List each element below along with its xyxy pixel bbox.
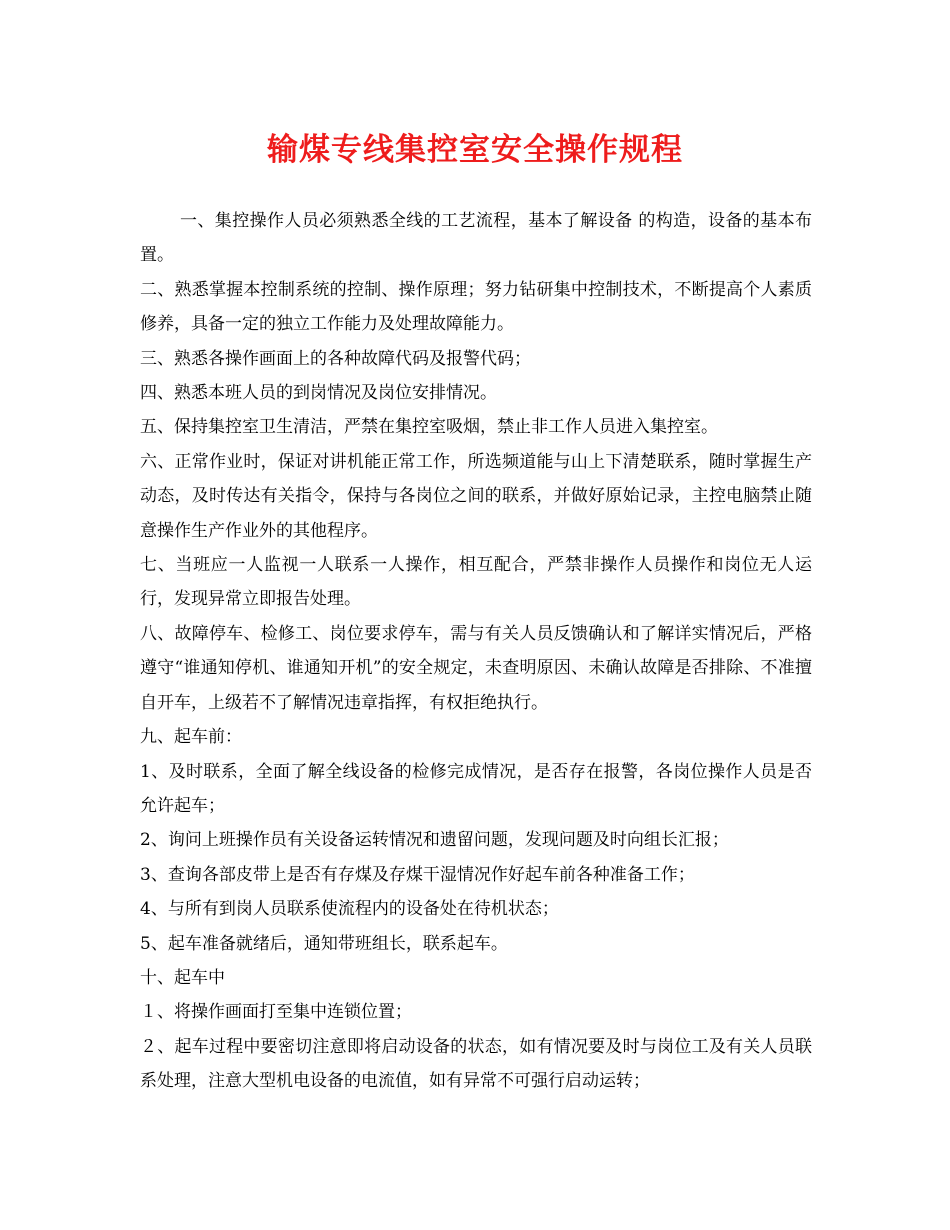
paragraph-8: 八、故障停车、检修工、岗位要求停车，需与有关人员反馈确认和了解详实情况后，严格遵守“谁通知停机、谁通知开机”的安全规定，未查明原因、未确认故障是否排除、不准擅自开车，上级若不了解情况违章指挥，有权拒绝执行。 (140, 623, 812, 713)
list-item-3: 3、查询各部皮带上是否有存煤及存煤干湿情况作好起车前各种准备工作； (140, 864, 695, 885)
paragraph-2: 二、熟悉掌握本控制系统的控制、操作原理；努力钻研集中控制技术，不断提高个人素质修养，具备一定的独立工作能力及处理故障能力。 (140, 279, 812, 335)
paragraph-7: 七、当班应一人监视一人联系一人操作，相互配合，严禁非操作人员操作和岗位无人运行，发现异常立即报告处理。 (140, 555, 812, 610)
paragraph-4: 四、熟悉本班人员的到岗情况及岗位安排情况。 (140, 383, 497, 404)
list-item-7: ２、起车过程中要密切注意即将启动设备的状态，如有情况要及时与岗位工及有关人员联系处理，注意大型机电设备的电流值，如有异常不可强行启动运转； (140, 1036, 812, 1092)
document-title: 输煤专线集控室安全操作规程 (267, 132, 683, 168)
document-body (140, 204, 812, 1099)
paragraph-5: 五、保持集控室卫生清洁，严禁在集控室吸烟，禁止非工作人员进入集控室。 (140, 417, 718, 438)
paragraph-6: 六、正常作业时，保证对讲机能正常工作，所选频道能与山上下清楚联系，随时掌握生产动态，及时传达有关指令，保持与各岗位之间的联系，并做好原始记录，主控电脑禁止随意操作生产作业外的其他程序。 (140, 451, 812, 541)
list-item-6: １、将操作画面打至集中连锁位置； (140, 1002, 412, 1023)
list-item-1: 1、及时联系，全面了解全线设备的检修完成情况，是否存在报警，各岗位操作人员是否允许起车； (140, 761, 812, 816)
list-item-2: 2、询问上班操作员有关设备运转情况和遗留问题，发现问题及时向组长汇报； (140, 830, 729, 851)
list-item-5: 5、起车准备就绪后，通知带班组长，联系起车。 (140, 933, 508, 954)
paragraph-1: 一、集控操作人员必须熟悉全线的工艺流程，基本了解设备 的构造，设备的基本布置。 (140, 211, 812, 266)
paragraph-3: 三、熟悉各操作画面上的各种故障代码及报警代码； (140, 348, 531, 369)
paragraph-10: 十、起车中 (140, 967, 225, 988)
paragraph-9: 九、起车前： (140, 727, 242, 748)
list-item-4: 4、与所有到岗人员联系使流程内的设备处在待机状态； (140, 899, 559, 920)
